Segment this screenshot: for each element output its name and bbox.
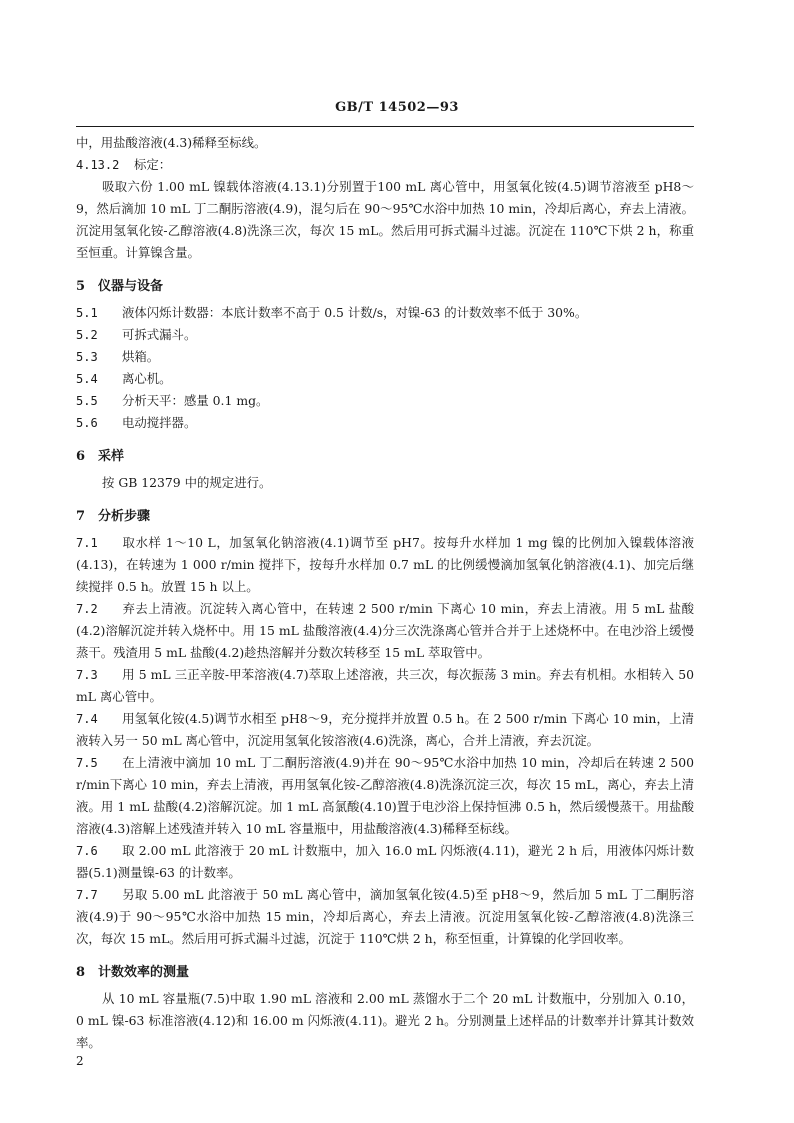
clause-number: 7.7 bbox=[76, 888, 98, 902]
clause-7-1 bbox=[76, 532, 694, 598]
clause-4-13-2-body: 吸取六份 1.00 mL 镍载体溶液(4.13.1)分别置于100 mL 离心管中，用氢氧化铵(4.5)调节溶液至 pH8～9，然后滴加 10 mL 丁二酮肟溶液(4.9)，混匀后在 90～95℃水浴中加热 10 min，冷却后离心，弃去上清液。沉淀用氢氧化铵-乙醇溶液(4.8)洗涤三次，每次 15 mL。然后用可拆式漏斗过滤。沉淀在 110℃下烘 2 h，称重至恒重。计算镍含量。 bbox=[76, 179, 694, 260]
clause-number: 7.3 bbox=[76, 668, 98, 682]
clause-title: 标定： bbox=[134, 157, 172, 172]
continuation-text: 中，用盐酸溶液(4.3)稀释至标线。 bbox=[76, 135, 267, 150]
clause-number: 7.6 bbox=[76, 844, 98, 858]
section-number: 7 bbox=[76, 509, 86, 524]
clause-text: 在上清液中滴加 10 mL 丁二酮肟溶液(4.9)并在 90～95℃水浴中加热 10 min，冷却后在转速 2 500 r/min下离心 10 min，弃去上清液，再用氢氧化铵-乙醇溶液(4.8)洗涤沉淀三次，每次 15 mL，离心，弃去上清液。用 1 mL 盐酸(4.2)溶解沉淀。加 1 mL 高氯酸(4.10)置于电沙浴上保持恒沸 0.5 h，然后缓慢蒸干。用盐酸溶液(4.3)溶解上述残渣并转入 10 mL 容量瓶中，用盐酸溶液(4.3)稀释至标线。 bbox=[76, 755, 694, 836]
clause-7-4 bbox=[76, 708, 694, 752]
section-number: 6 bbox=[76, 449, 86, 464]
section-title: 分析步骤 bbox=[98, 509, 151, 524]
clause-7-3 bbox=[76, 664, 694, 708]
section-title: 计数效率的测量 bbox=[98, 965, 190, 980]
clause-5-3 bbox=[76, 346, 694, 368]
clause-number: 7.1 bbox=[76, 536, 98, 550]
section-6-heading bbox=[76, 446, 694, 468]
clause-number: 5.6 bbox=[76, 416, 98, 430]
clause-number: 7.2 bbox=[76, 602, 98, 616]
header-rule bbox=[76, 126, 694, 127]
clause-text: 电动搅拌器。 bbox=[122, 415, 197, 430]
clause-number: 7.5 bbox=[76, 756, 98, 770]
clause-text: 取 2.00 mL 此溶液于 20 mL 计数瓶中，加入 16.0 mL 闪烁液(4.11)，避光 2 h 后，用液体闪烁计数器(5.1)测量镍-63 的计数率。 bbox=[76, 843, 694, 880]
clause-text: 烘箱。 bbox=[122, 349, 160, 364]
section-title: 仪器与设备 bbox=[98, 279, 164, 294]
clause-text: 另取 5.00 mL 此溶液于 50 mL 离心管中，滴加氢氧化铵(4.5)至 pH8～9，然后加 5 mL 丁二酮肟溶液(4.9)于 90～95℃水浴中加热 15 min，冷却后离心，弃去上清液。沉淀用氢氧化铵-乙醇溶液(4.8)洗涤三次，每次 15 mL。然后用可拆式漏斗过滤，沉淀于 110℃烘 2 h，称至恒重，计算镍的化学回收率。 bbox=[76, 887, 694, 946]
page-header: GB/T 14502—93 bbox=[335, 100, 459, 115]
clause-number: 7.4 bbox=[76, 712, 98, 726]
clause-text: 离心机。 bbox=[122, 371, 172, 386]
clause-7-6 bbox=[76, 840, 694, 884]
clause-number: 5.2 bbox=[76, 328, 98, 342]
clause-5-2 bbox=[76, 324, 694, 346]
clause-7-7 bbox=[76, 884, 694, 950]
clause-7-5 bbox=[76, 752, 694, 840]
clause-text: 可拆式漏斗。 bbox=[122, 327, 197, 342]
clause-4-13-2-heading bbox=[76, 154, 694, 176]
clause-5-6 bbox=[76, 412, 694, 434]
section-6-body: 按 GB 12379 中的规定进行。 bbox=[102, 475, 272, 490]
section-8-heading bbox=[76, 962, 694, 984]
clause-number: 4.13.2 bbox=[76, 158, 120, 172]
clause-number: 5.1 bbox=[76, 306, 98, 320]
clause-text: 弃去上清液。沉淀转入离心管中，在转速 2 500 r/min 下离心 10 min，弃去上清液。用 5 mL 盐酸(4.2)溶解沉淀并转入烧杯中。用 15 mL 盐酸溶液(4.4)分三次洗涤离心管并合并于上述烧杯中。在电沙浴上缓慢蒸干。残渣用 5 mL 盐酸(4.2)趁热溶解并分数次转移至 15 mL 萃取管中。 bbox=[76, 601, 694, 660]
clause-5-4 bbox=[76, 368, 694, 390]
clause-number: 5.4 bbox=[76, 372, 98, 386]
clause-text: 取水样 1～10 L，加氢氧化钠溶液(4.1)调节至 pH7。按每升水样加 1 mg 镍的比例加入镍载体溶液(4.13)，在转速为 1 000 r/min 搅拌下，按每升水样加 0.7 mL 的比例缓慢滴加氢氧化钠溶液(4.1)、加完后继续搅拌 0.5 h。放置 15 h 以上。 bbox=[76, 535, 694, 594]
clause-text: 液体闪烁计数器：本底计数率不高于 0.5 计数/s，对镍-63 的计数效率不低于 30%。 bbox=[122, 305, 588, 320]
section-5-heading bbox=[76, 276, 694, 298]
section-number: 8 bbox=[76, 965, 86, 980]
clause-text: 用 5 mL 三正辛胺-甲苯溶液(4.7)萃取上述溶液，共三次，每次振荡 3 min。弃去有机相。水相转入 50 mL 离心管中。 bbox=[76, 667, 694, 704]
section-7-heading bbox=[76, 506, 694, 528]
clause-number: 5.3 bbox=[76, 350, 98, 364]
clause-text: 分析天平：感量 0.1 mg。 bbox=[122, 393, 269, 408]
clause-7-2 bbox=[76, 598, 694, 664]
clause-number: 5.5 bbox=[76, 394, 98, 408]
clause-5-1 bbox=[76, 302, 694, 324]
clause-text: 用氢氧化铵(4.5)调节水相至 pH8～9，充分搅拌并放置 0.5 h。在 2 500 r/min 下离心 10 min，上清液转入另一 50 mL 离心管中，沉淀用氢氧化铵溶液(4.6)洗涤，离心，合并上清液，弃去沉淀。 bbox=[76, 711, 694, 748]
page-number: 2 bbox=[76, 1054, 84, 1068]
section-8-body: 从 10 mL 容量瓶(7.5)中取 1.90 mL 溶液和 2.00 mL 蒸馏水于二个 20 mL 计数瓶中，分别加入 0.10，0 mL 镍-63 标准溶液(4.12)和 16.00 m 闪烁液(4.11)。避光 2 h。分别测量上述样品的计数率并计算其计数效率。 bbox=[76, 991, 694, 1050]
document-body bbox=[76, 132, 694, 1054]
section-title: 采样 bbox=[98, 449, 125, 464]
clause-5-5 bbox=[76, 390, 694, 412]
section-number: 5 bbox=[76, 279, 86, 294]
